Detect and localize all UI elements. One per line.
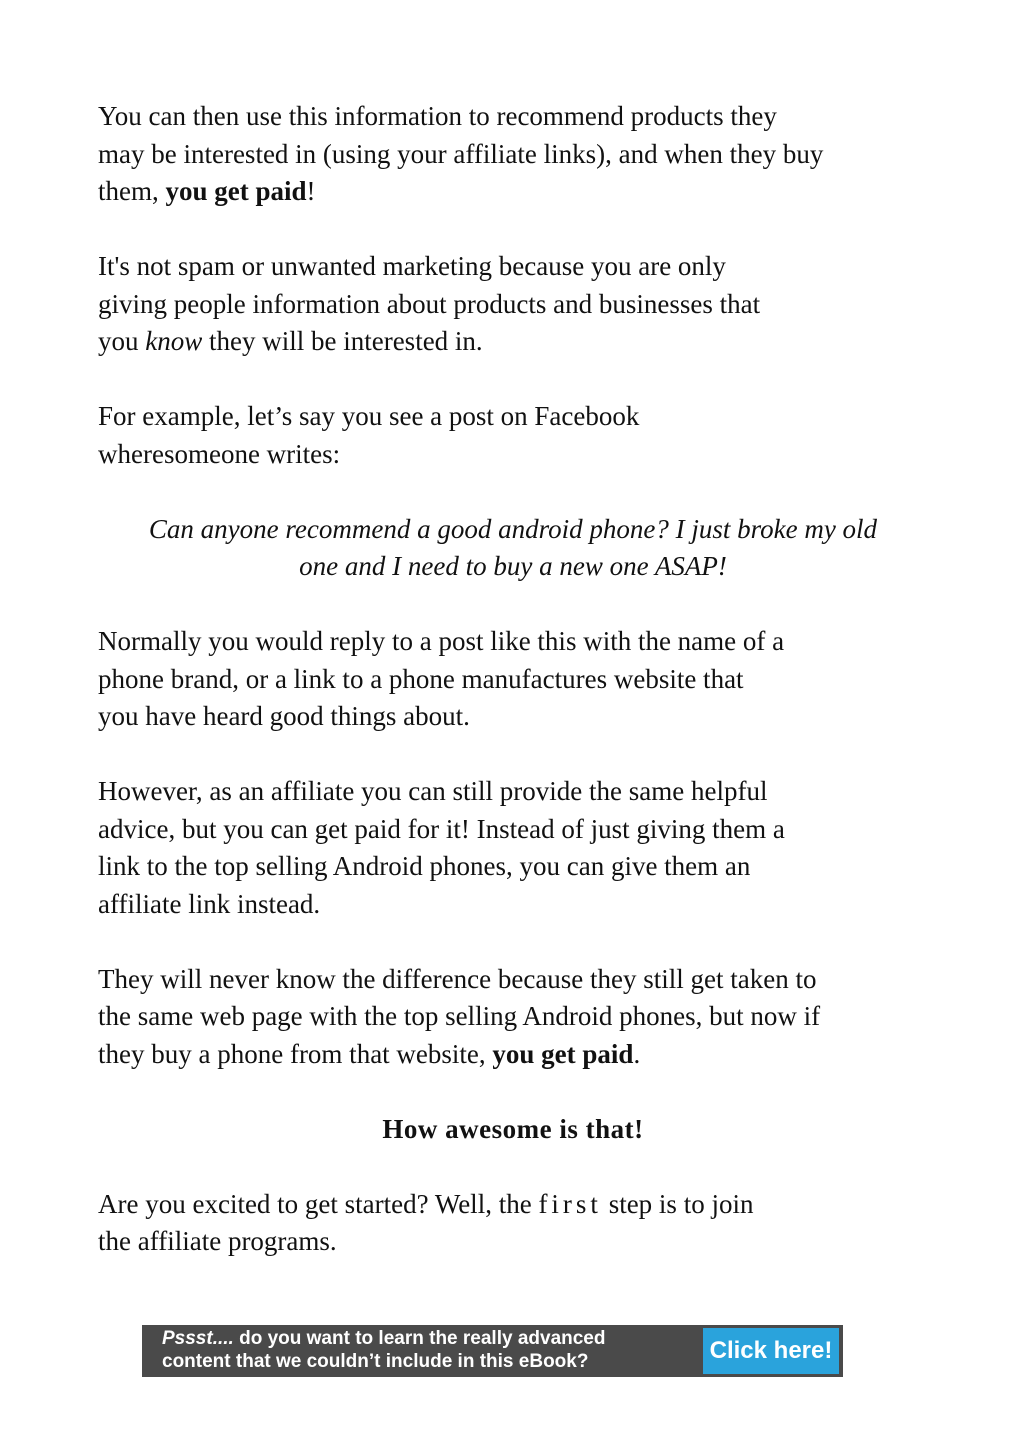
paragraph-facebook-example [98,398,928,473]
text-segment: they buy a phone from that website, [98,1038,493,1069]
bold-emphasis: you get paid [165,176,307,206]
text-line: advice, but you can get paid for it! Instead of just giving them a [98,813,785,844]
text-line [98,173,928,211]
banner-line [162,1327,695,1350]
text-line: giving people information about products and businesses that [98,288,761,319]
paragraph-normal-reply [98,623,928,736]
paragraph-not-spam [98,248,928,361]
text-line: However, as an affiliate you can still provide the same helpful [98,776,768,806]
text-segment: they will be interested in. [202,326,483,356]
text-line: the same web page with the top selling Android phones, but now if [98,1001,821,1031]
click-here-button[interactable]: Click here! [703,1328,839,1374]
text-line: Normally you would reply to a post like this with the name of a [98,626,785,656]
bold-emphasis: you get paid [492,1038,634,1069]
paragraph-affiliate-advice [98,773,928,923]
paragraph-never-know [98,961,928,1074]
advanced-content-banner[interactable] [142,1325,843,1377]
text-line: the affiliate programs. [98,1226,337,1256]
quoted-post [98,511,928,586]
text-line: You can then use this information to recommend products they [98,101,777,131]
text-line [98,1186,928,1224]
paragraph-recommend-products [98,98,928,211]
text-line: They will never know the difference because they still get taken to [98,963,817,994]
text-line: may be interested in (using your affiliate links), and when they buy [98,138,824,169]
text-segment: ! [306,176,316,206]
document-page [98,98,928,1298]
quote-line: one and I need to buy a new one ASAP! [299,551,727,581]
banner-lead: Pssst.... [162,1328,234,1349]
text-segment: step is to join [601,1188,754,1219]
text-line: affiliate link instead. [98,888,321,919]
text-line: wheresomeone writes: [98,438,341,469]
text-line: phone brand, or a link to a phone manufactures website that [98,663,744,694]
italic-emphasis: know [145,326,203,356]
text-line: It's not spam or unwanted marketing because you are only [98,251,726,281]
text-segment: them, [98,176,166,206]
text-line: you have heard good things about. [98,701,470,731]
paragraph-get-started [98,1186,928,1261]
text-line [98,323,928,361]
banner-text-segment: do you want to learn the really advanced [233,1328,606,1349]
section-heading: How awesome is that! [382,1113,644,1144]
banner-message [142,1325,703,1377]
text-segment: you [98,326,146,356]
text-segment: . [633,1038,641,1069]
text-line [98,1036,928,1074]
text-line: link to the top selling Android phones, you can give them an [98,851,751,881]
text-segment: Are you excited to get started? Well, the [98,1188,539,1219]
text-line: For example, let’s say you see a post on Facebook [98,401,640,431]
banner-line: content that we couldn’t include in this eBook? [162,1351,589,1372]
spaced-word: first [538,1188,602,1219]
quote-line: Can anyone recommend a good android phone? I just broke my old [148,513,878,544]
